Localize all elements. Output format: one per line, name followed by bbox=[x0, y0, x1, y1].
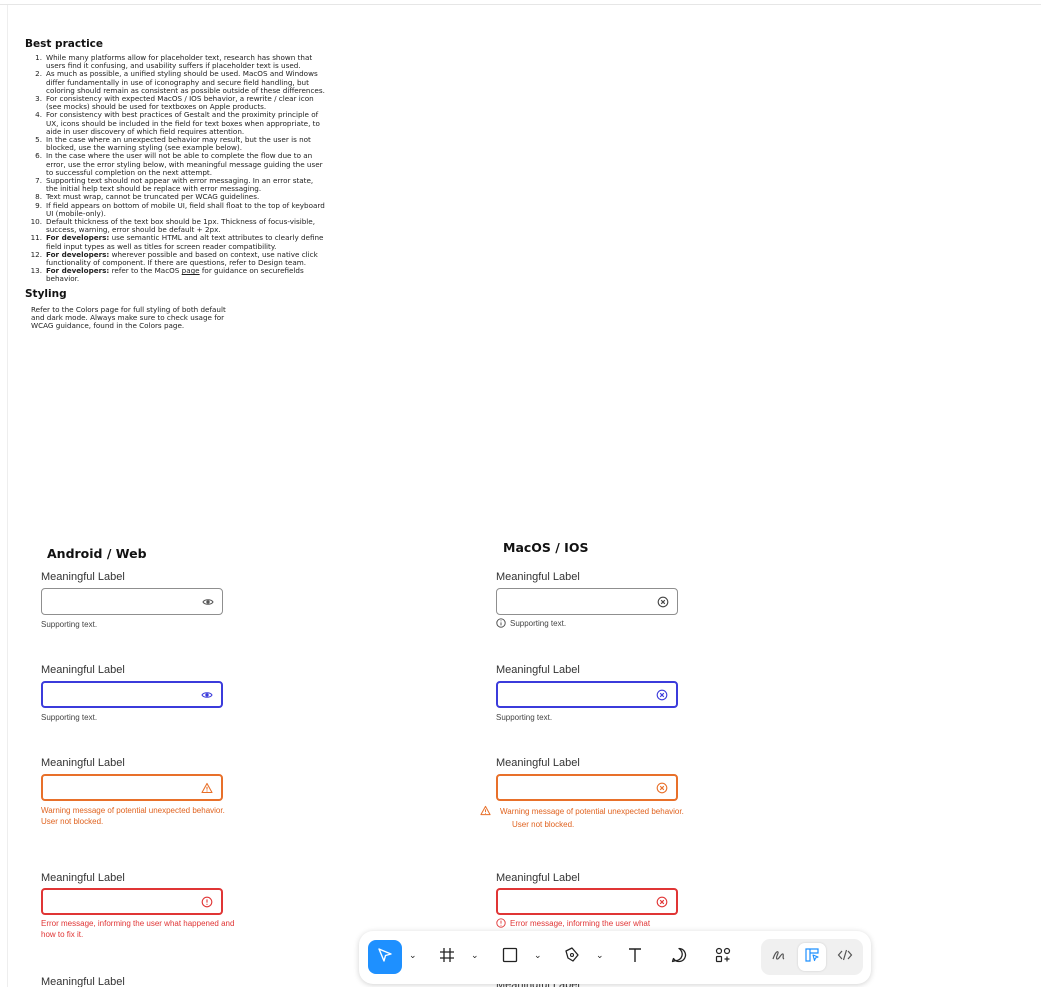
pen-tool-button[interactable] bbox=[560, 945, 584, 969]
list-item: 6. In the case where the user will not be able to complete the flow due to an error, use the error styling below, with meaningful message guiding the user to successful completion on the next attempt. bbox=[35, 151, 323, 177]
documentation-panel bbox=[25, 38, 325, 330]
field-label: Meaningful Label bbox=[496, 571, 580, 583]
clear-x-icon[interactable] bbox=[656, 689, 668, 701]
dev-mode-icon bbox=[837, 947, 853, 968]
list-item: 3. For consistency with expected MacOS / IOS behavior, a rewrite / clear icon (see mocks) should be used for textboxes on Apple products. bbox=[35, 94, 314, 112]
draw-mode-icon bbox=[771, 947, 787, 968]
text-field-focus[interactable] bbox=[41, 681, 223, 708]
error-circle-icon bbox=[201, 896, 213, 908]
field-label: Meaningful Label bbox=[41, 571, 125, 583]
move-tool-icon bbox=[376, 946, 394, 969]
chevron-down-icon[interactable]: ⌄ bbox=[471, 951, 479, 961]
shape-tool-icon bbox=[501, 946, 519, 969]
clear-x-icon[interactable] bbox=[656, 896, 668, 908]
text-field-focus[interactable] bbox=[496, 681, 678, 708]
macos-ios-heading: MacOS / IOS bbox=[503, 540, 589, 555]
clear-x-icon[interactable] bbox=[657, 596, 669, 608]
move-tool-button[interactable] bbox=[368, 940, 402, 974]
comment-tool-icon bbox=[670, 946, 688, 969]
list-item: 10. Default thickness of the text box should be 1px. Thickness of focus-visible, success, warning, error should be default + 2px. bbox=[30, 217, 316, 235]
field-label: Meaningful Label bbox=[41, 872, 125, 884]
list-item: 2. As much as possible, a unified styling should be used. MacOS and Windows differ fundamentally in use of iconography and secure field handling, but coloring should remain as consistent as possible outside of these differences. bbox=[35, 69, 325, 95]
text-tool-button[interactable] bbox=[623, 945, 647, 969]
field-label: Meaningful Label bbox=[41, 976, 125, 987]
chevron-down-icon[interactable]: ⌄ bbox=[409, 951, 417, 961]
list-item: 8. Text must wrap, cannot be truncated per WCAG guidelines. bbox=[35, 192, 260, 202]
top-border bbox=[0, 0, 1041, 5]
text-field-error[interactable] bbox=[41, 888, 223, 915]
actions-icon bbox=[714, 946, 732, 969]
shape-tool-button[interactable] bbox=[498, 945, 522, 969]
warning-triangle-icon bbox=[201, 782, 213, 794]
text-field-warning[interactable] bbox=[41, 774, 223, 801]
eye-icon[interactable] bbox=[202, 596, 214, 608]
design-mode-button[interactable] bbox=[798, 943, 826, 971]
text-field-warning[interactable] bbox=[496, 774, 678, 801]
actions-button[interactable] bbox=[711, 945, 735, 969]
design-mode-icon bbox=[804, 947, 820, 968]
frame-tool-button[interactable] bbox=[435, 945, 459, 969]
left-rule bbox=[7, 5, 8, 987]
field-label: Meaningful Label bbox=[41, 757, 125, 769]
android-web-heading: Android / Web bbox=[47, 546, 147, 561]
list-item: 7. Supporting text should not appear with error messaging. In an error state, the initial help text should be replace with error messaging. bbox=[35, 176, 314, 194]
styling-heading: Styling bbox=[25, 287, 67, 300]
comment-tool-button[interactable] bbox=[667, 945, 691, 969]
text-field-error[interactable] bbox=[496, 888, 678, 915]
field-label: Meaningful Label bbox=[496, 757, 580, 769]
error-message: Error message, informing the user what happened and how to fix it. bbox=[41, 919, 235, 939]
info-icon bbox=[496, 618, 506, 631]
frame-tool-icon bbox=[438, 946, 456, 969]
eye-icon[interactable] bbox=[201, 689, 213, 701]
list-item: 12. For developers: wherever possible and based on context, use native click functionality of component. If there are questions, refer to Design team. bbox=[30, 249, 318, 268]
supporting-text: Supporting text. bbox=[496, 618, 696, 631]
text-tool-icon bbox=[626, 946, 644, 969]
warning-message: Warning message of potential unexpected behavior. User not blocked. bbox=[41, 806, 225, 826]
styling-text: Refer to the Colors page for full styling of both default and dark mode. Always make sure to check usage for WCAG guidance, found in the Colors page. bbox=[31, 304, 226, 331]
mode-switcher bbox=[761, 939, 863, 975]
error-circle-icon bbox=[496, 918, 506, 931]
best-practice-heading: Best practice bbox=[25, 38, 104, 50]
best-practice-list bbox=[25, 54, 325, 284]
bottom-toolbar bbox=[359, 931, 871, 984]
field-label: Meaningful Label bbox=[496, 664, 580, 676]
warning-message: Warning message of potential unexpected behavior. User not blocked. bbox=[496, 805, 696, 830]
supporting-text: Supporting text. bbox=[496, 713, 553, 722]
macos-page-link[interactable]: page bbox=[181, 266, 200, 276]
field-label: Meaningful Label bbox=[41, 664, 125, 676]
list-item: 4. For consistency with best practices of Gestalt and the proximity principle of UX, icons should be included in the field for text boxes when appropriate, to aide in user discovery of which field requires attention. bbox=[35, 110, 320, 136]
chevron-down-icon[interactable]: ⌄ bbox=[534, 951, 542, 961]
list-item: 11. For developers: use semantic HTML and alt text attributes to clearly define field input types as well as titles for screen reader compatibility. bbox=[30, 233, 324, 251]
draw-mode-button[interactable] bbox=[765, 943, 793, 971]
pen-tool-icon bbox=[563, 946, 581, 969]
list-item: 5. In the case where an unexpected behavior may result, but the user is not blocked, use the warning styling (see example below). bbox=[35, 135, 311, 153]
text-field-default[interactable] bbox=[41, 588, 223, 615]
supporting-text: Supporting text. bbox=[41, 713, 98, 722]
list-item: 13. For developers: refer to the MacOS page for guidance on securefields behavior. bbox=[30, 266, 304, 284]
supporting-text: Supporting text. bbox=[41, 620, 98, 629]
list-item: 1. While many platforms allow for placeholder text, research has shown that users find it confusing, and usability suffers if placeholder text is used. bbox=[35, 53, 313, 71]
list-item: 9. If field appears on bottom of mobile UI, field shall float to the top of keyboard UI (mobile-only). bbox=[35, 200, 325, 218]
clear-x-icon[interactable] bbox=[656, 782, 668, 794]
text-field-default[interactable] bbox=[496, 588, 678, 615]
error-message: Error message, informing the user what bbox=[496, 918, 696, 931]
field-label: Meaningful Label bbox=[496, 872, 580, 884]
dev-mode-button[interactable] bbox=[831, 943, 859, 971]
chevron-down-icon[interactable]: ⌄ bbox=[596, 951, 604, 961]
